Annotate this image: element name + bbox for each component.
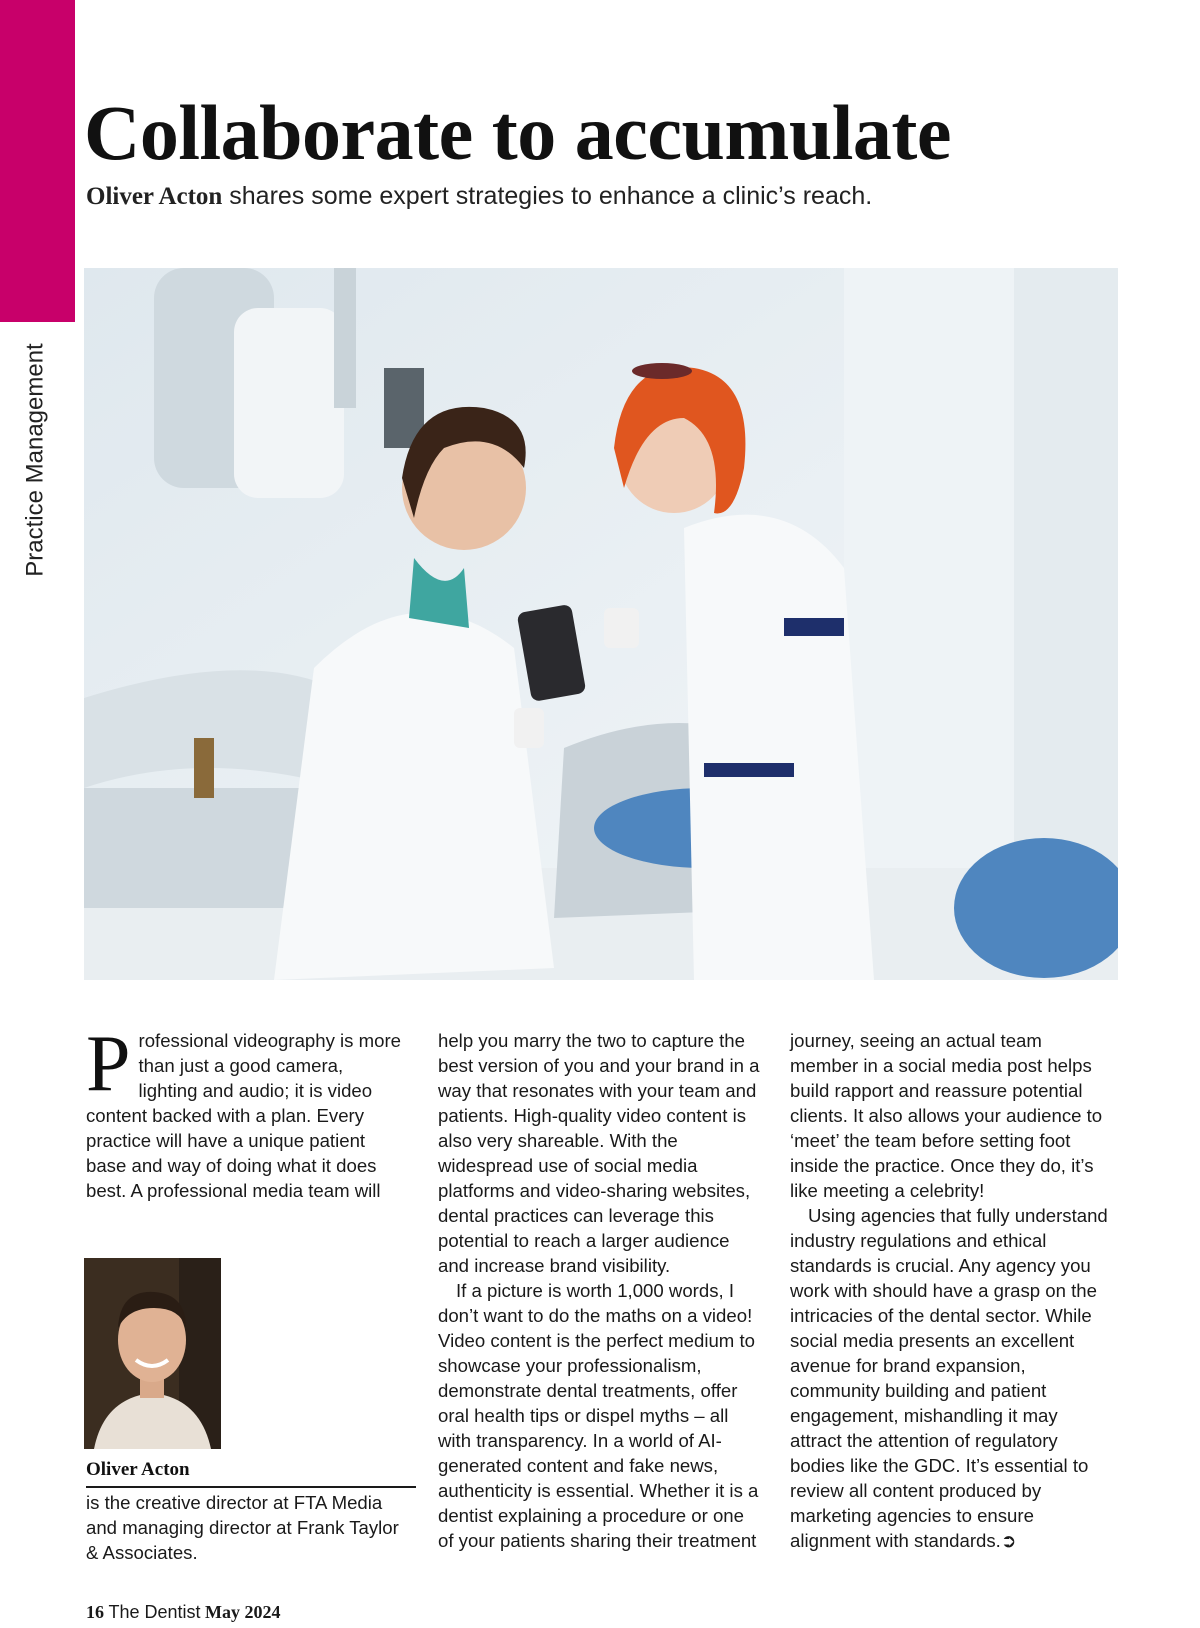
section-label <box>6 340 66 580</box>
drop-cap: P <box>86 1020 131 1108</box>
body-column-2 <box>438 1028 760 1553</box>
article-title: Collaborate to accumulate <box>84 89 951 176</box>
author-portrait <box>84 1258 221 1449</box>
standfirst-text: shares some expert strategies to enhance a clinic’s reach. <box>222 182 873 210</box>
author-portrait-illustration <box>84 1258 221 1449</box>
end-of-article-icon: ➲ <box>1000 1530 1017 1551</box>
section-accent-bar <box>0 0 75 322</box>
body-column-1 <box>86 1020 406 1203</box>
body-paragraph <box>790 1203 1112 1553</box>
body-paragraph <box>86 1020 406 1203</box>
hero-photo-illustration <box>84 268 1118 980</box>
article-standfirst <box>86 182 872 211</box>
page-number: 16 <box>86 1602 104 1622</box>
body-column-3 <box>790 1028 1112 1553</box>
body-paragraph: If a picture is worth 1,000 words, I don’t want to do the maths on a video! Video content is the perfect medium to showcase your professionalism, demonstrate dental treatments, offer oral health tips or dispel myths – all with transparency. In a world of AI-generated content and fake news, authenticity is essential. Whether it is a dentist explaining a procedure or one of your patients sharing their treatment <box>438 1280 759 1551</box>
issue-date: May 2024 <box>205 1602 281 1622</box>
body-paragraph-text: Using agencies that fully understand industry regulations and ethical standards is crucial. Any agency you work with should have a grasp on the intricacies of the dental sector. While social media presents an excellent avenue for brand expansion, community building and patient engagement, mishandling it may attract the attention of regulatory bodies like the GDC. It’s essential to review all content produced by marketing agencies to ensure alignment with standards. <box>790 1205 1108 1551</box>
page-footer <box>86 1602 281 1623</box>
author-bio-name: Oliver Acton <box>86 1458 416 1488</box>
hero-photo <box>84 268 1118 980</box>
author-bio-text: is the creative director at FTA Media and managing director at Frank Taylor & Associates. <box>86 1492 399 1563</box>
section-label-text: Practice Management <box>22 343 50 577</box>
magazine-name: The Dentist <box>108 1602 201 1622</box>
body-paragraph-text: rofessional videography is more than just a good camera, lighting and audio; it is video content backed with a plan. Every practice will have a unique patient base and way of doing what it does best. A professional media team will <box>86 1030 402 1201</box>
body-paragraph: journey, seeing an actual team member in a social media post helps build rapport and reassure potential clients. It also allows your audience to ‘meet’ the team before setting foot inside the practice. Once they do, it’s like meeting a celebrity! <box>790 1030 1103 1201</box>
standfirst-author: Oliver Acton <box>86 183 223 210</box>
body-paragraph: help you marry the two to capture the best version of you and your brand in a way that resonates with your team and patients. High-quality video content is also very shareable. With the widespread use of social media platforms and video-sharing websites, dental practices can leverage this potential to reach a larger audience and increase brand visibility. <box>438 1030 760 1276</box>
